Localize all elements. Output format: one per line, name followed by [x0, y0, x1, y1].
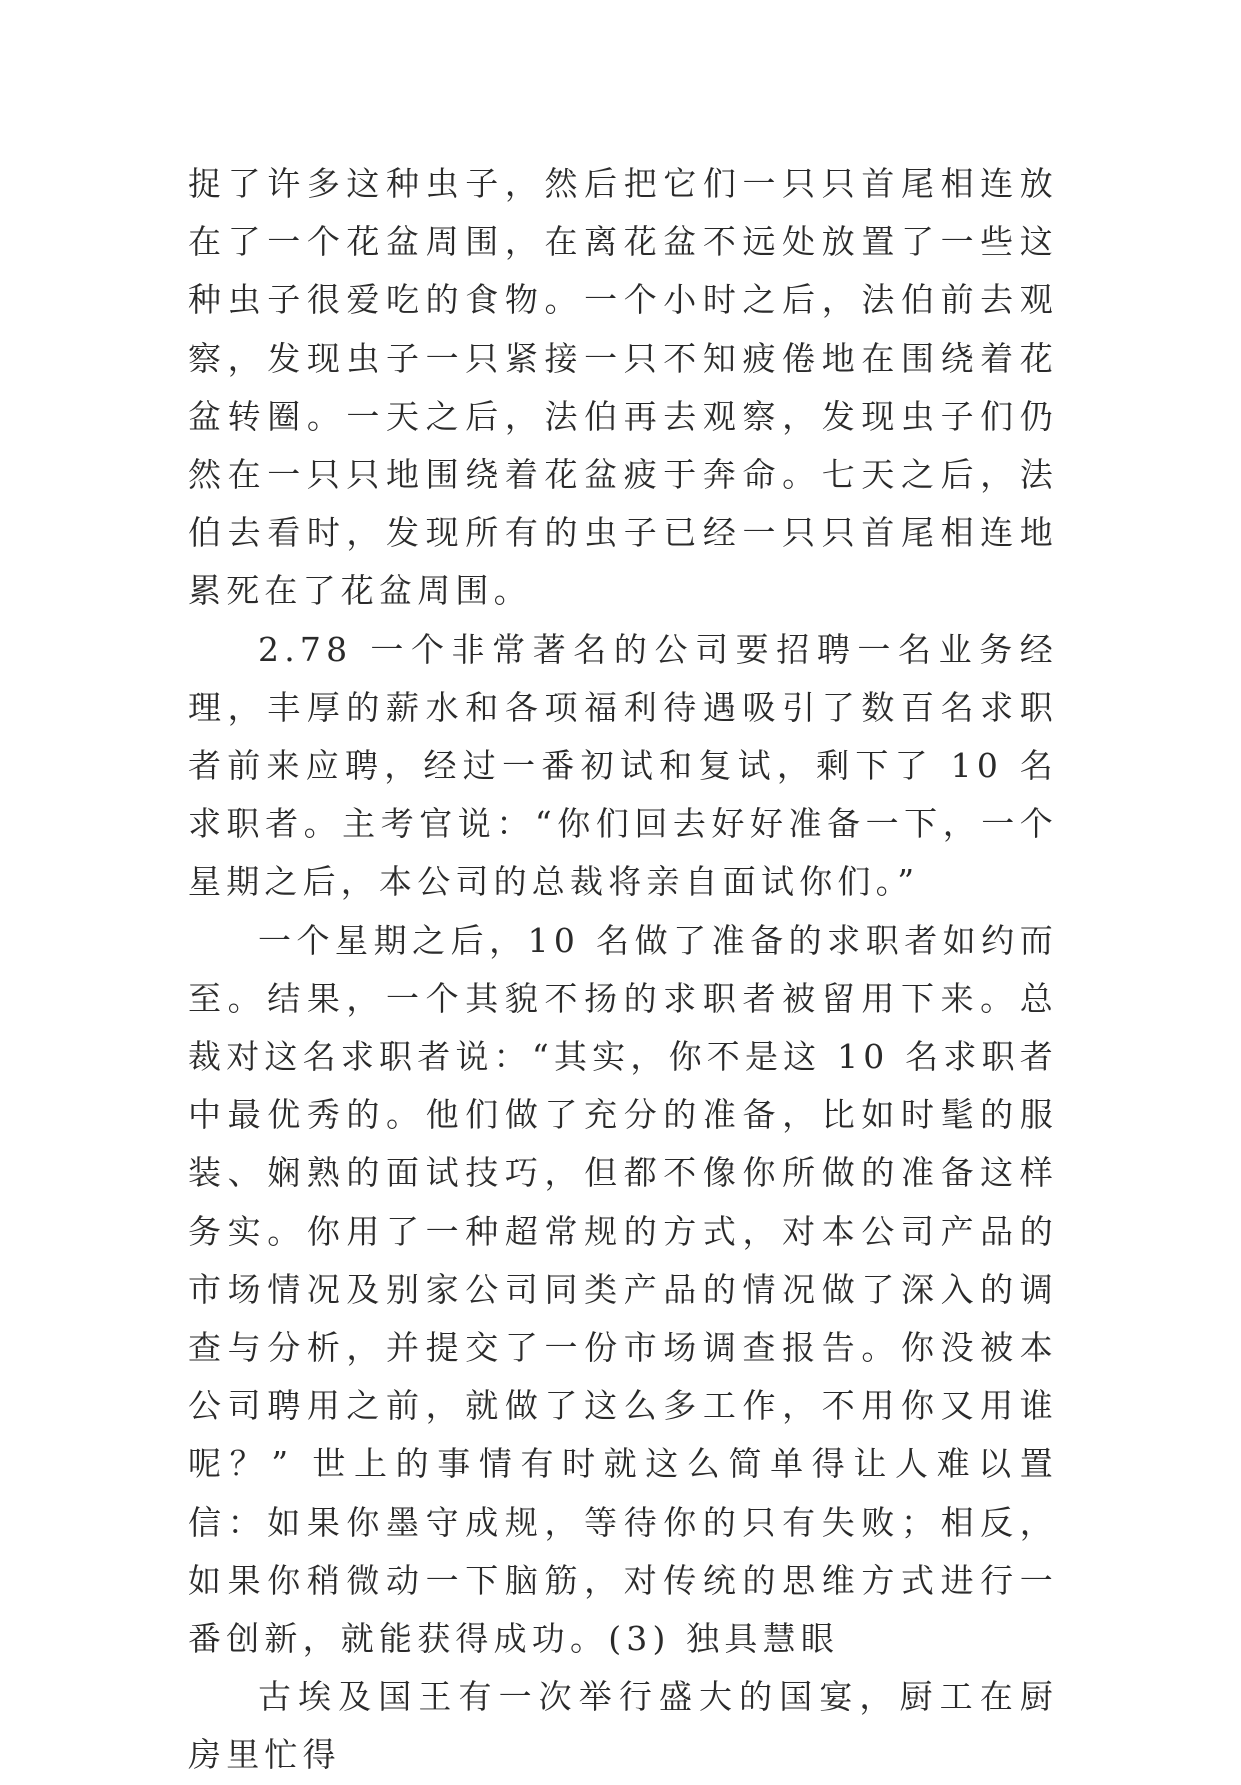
- paragraph-1: 捉了许多这种虫子，然后把它们一只只首尾相连放在了一个花盆周围，在离花盆不远处放置了一些这种虫子很爱吃的食物。一个小时之后，法伯前去观察，发现虫子一只紧接一只不知疲倦地在围绕着花盆转圈。一天之后，法伯再去观察，发现虫子们仍然在一只只地围绕着花盆疲于奔命。七天之后，法伯去看时，发现所有的虫子已经一只只首尾相连地累死在了花盆周围。: [188, 164, 1058, 611]
- paragraph-3: 一个星期之后，10 名做了准备的求职者如约而至。结果，一个其貌不扬的求职者被留用下来。总裁对这名求职者说：“其实，你不是这 10 名求职者中最优秀的。他们做了充分的准备，比如时髦的服装、娴熟的面试技巧，但都不像你所做的准备这样务实。你用了一种超常规的方式，对本公司产品的市场情况及别家公司同类产品的情况做了深入的调查与分析，并提交了一份市场调查报告。你没被本公司聘用之前，就做了这么多工作，不用你又用谁呢？” 世上的事情有时就这么简单得让人难以置信：如果你墨守成规，等待你的只有失败；相反，如果你稍微动一下脑筋，对传统的思维方式进行一番创新，就能获得成功。(3) 独具慧眼: [188, 920, 1058, 1659]
- document-page: [188, 155, 1058, 1785]
- paragraph-2: 2.78 一个非常著名的公司要招聘一名业务经理，丰厚的薪水和各项福利待遇吸引了数百名求职者前来应聘，经过一番初试和复试，剩下了 10 名求职者。主考官说：“你们回去好好准备一下，一个星期之后，本公司的总裁将亲自面试你们。”: [188, 629, 1058, 902]
- paragraph-4: 古埃及国王有一次举行盛大的国宴，厨工在厨房里忙得: [188, 1677, 1058, 1775]
